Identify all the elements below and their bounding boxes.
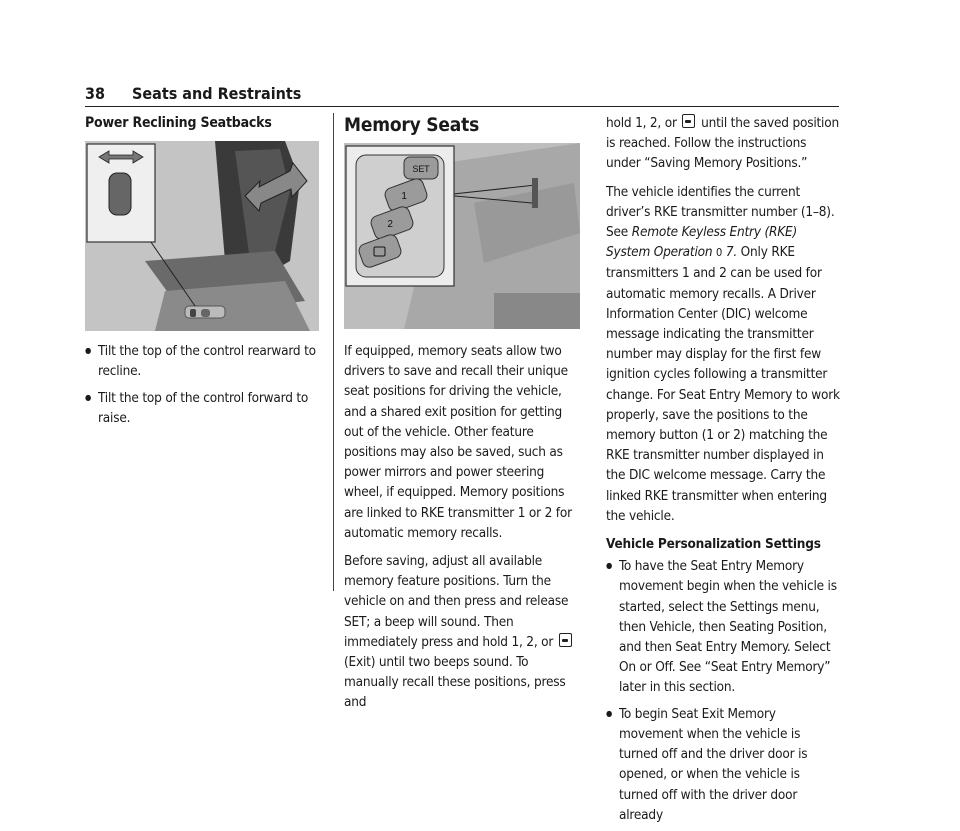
- bullet-seat-entry: ● To have the Seat Entry Memory movement begin when the vehicle is started, select the Settings menu, then Vehicle, then Seating Position, and then Seat Entry Memory. Select On or Off. See “Seat Entry Memory” later in this section.: [606, 556, 842, 697]
- memory-buttons-illustration: [344, 143, 580, 329]
- heading-power-reclining: Power Reclining Seatbacks: [85, 115, 272, 131]
- bullet-raise: ● Tilt the top of the control forward to raise.: [85, 388, 321, 428]
- recall-paragraph: [606, 113, 842, 174]
- memory-save-paragraph: [344, 551, 580, 713]
- heading-memory-seats: Memory Seats: [344, 114, 480, 136]
- subheading-personalization: Vehicle Personalization Settings: [606, 536, 821, 553]
- column-power-reclining: [85, 113, 321, 434]
- column-memory-seats: [344, 113, 580, 721]
- rke-text-b: Only RKE transmitters 1 and 2 can be used for automatic memory recalls. A Driver Information Center (DIC) welcome message indicating the transmitter number may display for the first few ignition cycles following a transmitter change. For Seat Entry Memory to work properly, save the positions to the memory button (1 or 2) matching the RKE transmitter number displayed in the DIC welcome message. Carry the linked RKE transmitter when entering the vehicle.: [606, 244, 840, 524]
- exit-memory-icon: [559, 633, 572, 647]
- bullet-recline: ● Tilt the top of the control rearward to recline.: [85, 341, 321, 381]
- rke-link[interactable]: Remote Keyless Entry (RKE) System Operation: [606, 224, 798, 261]
- save-text-b: (Exit) until two beeps sound. To manually recall these positions, press and: [344, 654, 566, 711]
- section-title: Seats and Restraints: [132, 84, 302, 103]
- memory-intro-paragraph: If equipped, memory seats allow two drivers to save and recall their unique seat positions for driving the vehicle, and a shared exit position for getting out of the vehicle. Other feature positions may also be saved, such as power mirrors and power steering wheel, if equipped. Memory positions are linked to RKE transmitter 1 or 2 for automatic memory recalls.: [344, 343, 572, 541]
- column-divider: [333, 113, 334, 591]
- rke-text-a: The vehicle identifies the current driver’s RKE transmitter number (1–8). See: [606, 183, 835, 241]
- rke-page-number: 7.: [725, 244, 737, 261]
- column-memory-cont: [606, 113, 842, 831]
- set-button-label: SET: [412, 164, 430, 174]
- page-ref-icon: 0: [716, 246, 723, 260]
- recall-text-b: until the saved position is reached. Follow the instructions under “Saving Memory Positions.”: [606, 115, 839, 172]
- memory-1-button-label: 1: [401, 191, 407, 202]
- exit-memory-icon: [682, 114, 695, 128]
- recall-text-a: hold 1, 2, or: [606, 115, 677, 131]
- recline-control-illustration: [85, 141, 319, 331]
- save-text-a: Before saving, adjust all available memory feature positions. Turn the vehicle on and then press and release SET; a beep will sound. Then immediately press and hold 1, 2, or: [344, 553, 569, 650]
- rke-paragraph: [606, 182, 842, 526]
- page-header: [85, 82, 839, 107]
- memory-2-button-label: 2: [387, 219, 393, 230]
- bullet-seat-exit: ● To begin Seat Exit Memory movement when the vehicle is turned off and the driver door is opened, or when the vehicle is turned off with the driver door already: [606, 704, 842, 825]
- page-number: 38: [85, 84, 106, 103]
